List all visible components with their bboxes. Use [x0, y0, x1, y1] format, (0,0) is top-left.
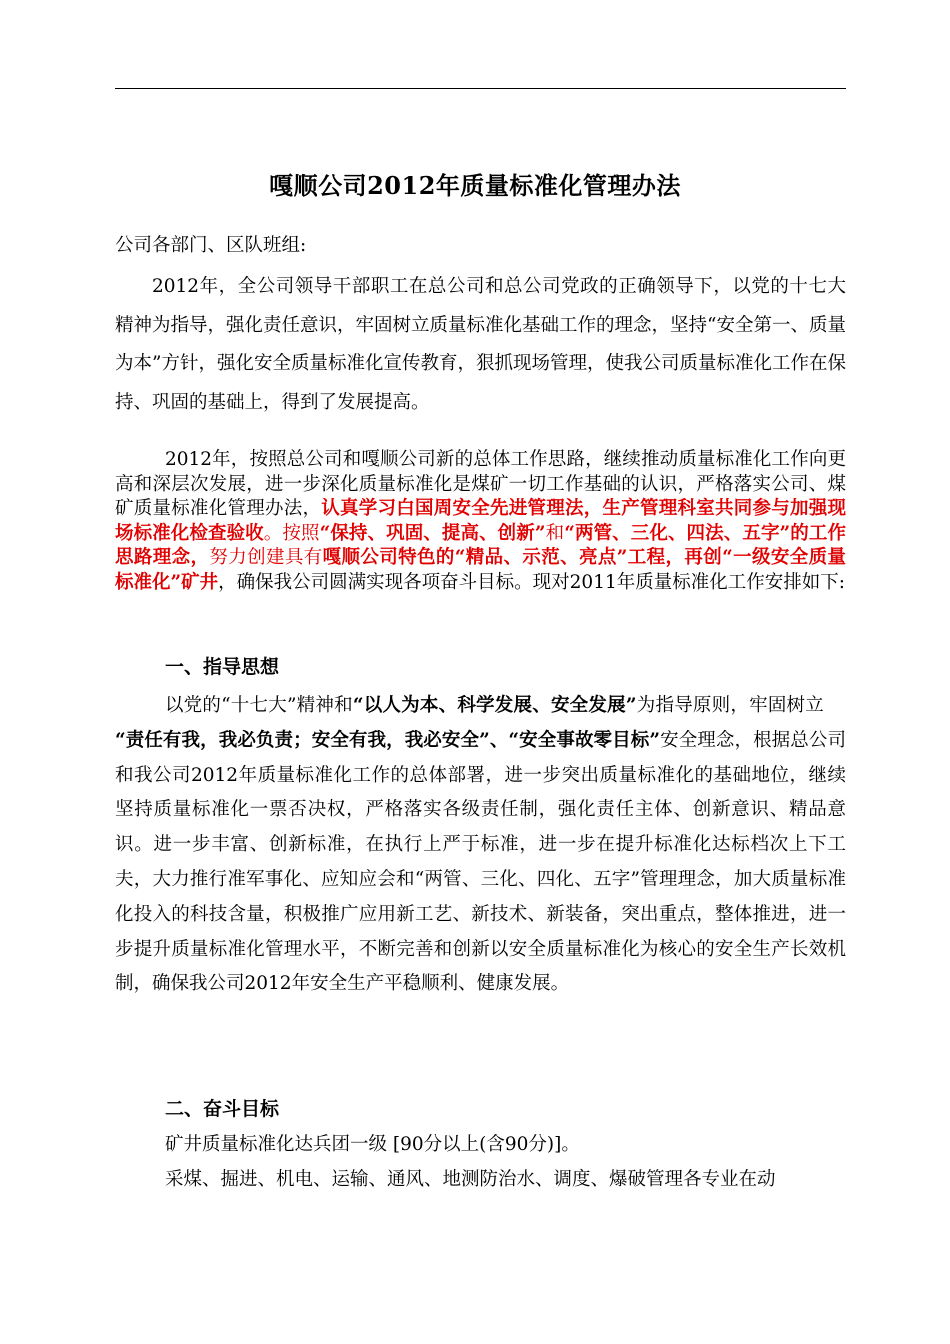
p2-text-e: 和	[545, 522, 565, 544]
p3-text-a: 以党的“十七大”精神和	[164, 695, 353, 716]
p2-emphasis-project: 嘎顺公司特色的“精品、示范、亮点”工程，再创“一级安全质量标准化”矿井	[115, 547, 846, 593]
document-title: 嘎顺公司2012年质量标准化管理办法	[269, 171, 681, 200]
heading-guiding-ideology: 一、指导思想	[165, 656, 280, 678]
header-rule	[115, 88, 846, 89]
p3-emphasis-people: “以人为本、科学发展、安全发展”	[352, 695, 637, 716]
salutation: 公司各部门、区队班组:	[115, 235, 307, 256]
p3-text-c: 为指导原则，牢固树立	[636, 695, 824, 716]
p3-text-e: 安全理念，根据总公司和我公司2012年质量标准化工作的总体部署，进一步突出质量标准化的基础地位，继续坚持质量标准化一票否决权，严格落实各级责任制，强化责任主体、创新意识、精品意识。进一步丰富、创新标准，在执行上严于标准，进一步在提升标准化达标档次上下工夫，大力推行准军事化、应知应会和“两管、三化、四化、五字”管理理念，加大质量标准化投入的科技含量，积极推广应用新工艺、新技术、新装备，突出重点，整体推进，进一步提升质量标准化管理水平，不断完善和创新以安全质量标准化为核心的安全生产长效机制，确保我公司2012年安全生产平稳顺利、健康发展。	[115, 729, 846, 995]
p2-emphasis-thinking: “两管、三化、四法、五字”的工作思路理念，	[115, 522, 846, 568]
paragraph-guiding-ideology	[115, 689, 846, 1002]
paragraph-goal-departments: 采煤、掘进、机电、运输、通风、地测防治水、调度、爆破管理各专业在动	[165, 1169, 776, 1190]
p2-text-c: 。按照	[263, 522, 320, 544]
p2-text-i: ，确保我公司圆满实现各项奋斗目标。现对2011年质量标准化工作安排如下:	[218, 571, 845, 593]
p2-emphasis-keep: “保持、巩固、提高、创新”	[319, 522, 546, 544]
p3-emphasis-responsibility: “责任有我，我必负责；安全有我，我必安全”、“安全事故零目标”	[115, 729, 660, 751]
paragraph-goal-level: 矿井质量标准化达兵团一级 [90分以上(含90分)]。	[165, 1134, 580, 1155]
p2-emphasis-study: 认真学习白国周安全先进管理法，生产管理科室共同参与加强现场标准化检查验收	[115, 498, 846, 544]
heading-goals: 二、奋斗目标	[165, 1098, 280, 1120]
p2-text-a: 2012年，按照总公司和嘎顺公司新的总体工作思路，继续推动质量标准化工作向更高和深层次发展，进一步深化质量标准化是煤矿一切工作基础的认识，严格落实公司、煤矿质量标准化管理办法，	[115, 449, 846, 519]
paragraph-work-plan	[115, 448, 846, 595]
p2-text-g: 努力创建具有	[209, 547, 323, 568]
paragraph-intro: 2012年，全公司领导干部职工在总公司和总公司党政的正确领导下，以党的十七大精神为指导，强化责任意识，牢固树立质量标准化基础工作的理念，坚持“安全第一、质量为本”方针，强化安全质量标准化宣传教育，狠抓现场管理，使我公司质量标准化工作在保持、巩固的基础上，得到了发展提高。	[115, 276, 846, 413]
